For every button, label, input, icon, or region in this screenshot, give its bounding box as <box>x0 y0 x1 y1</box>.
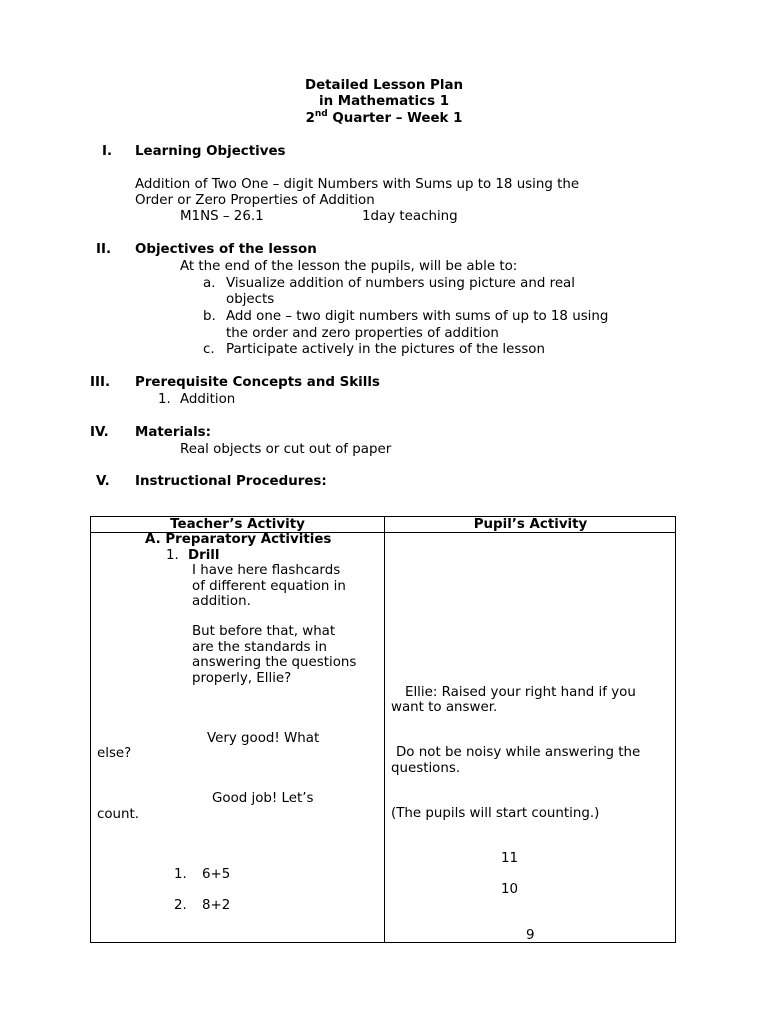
prerequisite-marker: 1. <box>158 392 171 407</box>
drill-title: Drill <box>188 548 220 563</box>
question-line-3: answering the questions <box>192 655 357 670</box>
doc-subject: in Mathematics 1 <box>318 94 450 109</box>
table-column-divider <box>384 517 385 942</box>
doc-title: Detailed Lesson Plan <box>304 78 464 93</box>
preparatory-activities-heading: A. Preparatory Activities <box>145 532 332 547</box>
section-3-title: Prerequisite Concepts and Skills <box>135 375 380 390</box>
teacher-else: else? <box>97 746 132 761</box>
section-2-numeral: II. <box>96 242 112 257</box>
prerequisite-item: Addition <box>180 392 236 407</box>
question-line-1: But before that, what <box>192 624 336 639</box>
objective-a-marker: a. <box>203 276 216 291</box>
teacher-good-job: Good job! Let’s <box>212 791 314 806</box>
materials-text: Real objects or cut out of paper <box>180 442 392 457</box>
section-4-title: Materials: <box>135 425 211 440</box>
pupil-noisy-line-1: Do not be noisy while answering the <box>396 745 641 760</box>
activity-table <box>90 516 676 943</box>
equation-2-marker: 2. <box>174 898 187 913</box>
drill-line-1: I have here flashcards <box>192 563 341 578</box>
pupil-answer-1: 11 <box>501 851 519 866</box>
objective-a-line1: Visualize addition of numbers using picture and real <box>226 276 575 291</box>
question-line-2: are the standards in <box>192 640 327 655</box>
objective-text-line1: Addition of Two One – digit Numbers with Sums up to 18 using the <box>135 177 580 192</box>
section-4-numeral: IV. <box>90 425 109 440</box>
drill-line-3: addition. <box>192 594 251 609</box>
objective-b-marker: b. <box>203 309 216 324</box>
teacher-activity-header: Teacher’s Activity <box>170 517 305 532</box>
competency-code: M1NS – 26.1 <box>180 209 264 224</box>
equation-1: 6+5 <box>202 867 231 882</box>
drill-marker: 1. <box>166 548 179 563</box>
pupil-activity-header: Pupil’s Activity <box>473 517 588 532</box>
section-2-title: Objectives of the lesson <box>135 242 317 257</box>
objectives-intro: At the end of the lesson the pupils, will be able to: <box>180 259 518 274</box>
section-3-numeral: III. <box>90 375 111 390</box>
drill-line-2: of different equation in <box>192 579 346 594</box>
teacher-count: count. <box>97 807 140 822</box>
quarter-suffix: nd <box>314 108 328 119</box>
section-1-title: Learning Objectives <box>135 144 286 159</box>
quarter-number: 2 <box>305 111 315 126</box>
pupil-noisy-line-2: questions. <box>391 761 461 776</box>
doc-quarter <box>0 108 768 127</box>
teaching-duration: 1day teaching <box>362 209 458 224</box>
objective-b-line1: Add one – two digit numbers with sums of up to 18 using <box>226 309 609 324</box>
section-5-title: Instructional Procedures: <box>135 474 327 489</box>
pupil-answer-3: 9 <box>526 928 535 943</box>
equation-1-marker: 1. <box>174 867 187 882</box>
objective-c-line1: Participate actively in the pictures of the lesson <box>226 342 545 357</box>
objective-a-line2: objects <box>226 292 275 307</box>
question-line-4: properly, Ellie? <box>192 671 292 686</box>
objective-text-line2: Order or Zero Properties of Addition <box>135 193 375 208</box>
equation-2: 8+2 <box>202 898 231 913</box>
pupil-ellie-line-2: want to answer. <box>391 700 498 715</box>
pupil-answer-2: 10 <box>501 882 519 897</box>
objective-c-marker: c. <box>203 342 215 357</box>
objective-b-line2: the order and zero properties of addition <box>226 326 499 341</box>
quarter-rest: Quarter – Week 1 <box>327 111 463 126</box>
pupil-ellie-line-1: Ellie: Raised your right hand if you <box>405 685 636 700</box>
section-5-numeral: V. <box>96 474 110 489</box>
teacher-very-good: Very good! What <box>207 731 320 746</box>
pupil-counting: (The pupils will start counting.) <box>391 806 600 821</box>
section-1-numeral: I. <box>102 144 113 159</box>
